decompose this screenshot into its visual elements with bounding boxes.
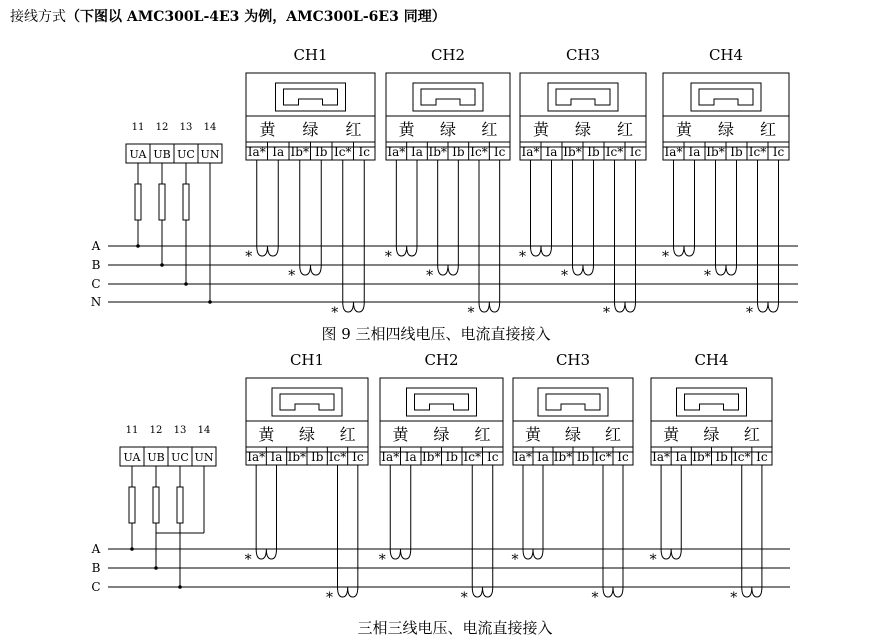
ct-terminal-5: Ic* [470, 145, 488, 159]
connector-frame [677, 388, 747, 416]
connector-frame [413, 83, 483, 111]
ct-coil [479, 302, 500, 312]
ct-terminal-2: Ia [675, 450, 688, 464]
color-label-1: 黄 [663, 425, 680, 444]
channel-4 [662, 46, 789, 321]
ct-terminal-5: Ic* [594, 450, 612, 464]
polarity-mark: * [662, 249, 669, 265]
voltage-pin-number-3: 13 [179, 122, 193, 133]
polarity-mark: * [603, 305, 610, 321]
fuse [135, 184, 141, 220]
line-label-c: C [91, 580, 101, 594]
ct-terminal-6: Ic [487, 450, 499, 464]
voltage-pin-number-2: 12 [149, 425, 163, 436]
ct-terminal-3: Ib* [563, 145, 582, 159]
polarity-mark: * [511, 552, 519, 568]
ct-terminal-6: Ic [772, 145, 785, 159]
fuse [153, 487, 159, 523]
channel-label: CH1 [293, 46, 328, 64]
polarity-mark: * [244, 552, 252, 568]
ct-terminal-4: Ib [445, 450, 458, 464]
ct-terminal-6: Ic [617, 450, 629, 464]
ct-coil [390, 549, 411, 559]
voltage-pin-number-4: 14 [197, 425, 211, 436]
ct-terminal-1: Ia* [247, 450, 266, 464]
ct-terminal-2: Ia [404, 450, 417, 464]
ct-coil [674, 246, 695, 256]
line-label-n: N [90, 295, 102, 309]
polarity-mark: * [288, 268, 296, 284]
ct-coil [300, 265, 322, 275]
color-label-3: 红 [743, 425, 760, 444]
connector-icon [699, 89, 753, 105]
connector-icon [280, 394, 334, 410]
channel-3 [519, 46, 646, 321]
junction-dot [130, 547, 134, 551]
connector-icon [284, 89, 338, 105]
color-label-3: 红 [481, 120, 498, 139]
color-label-1: 黄 [398, 120, 415, 139]
channel-1 [245, 46, 375, 321]
voltage-terminal-2: UB [153, 148, 171, 161]
polarity-mark: * [730, 590, 738, 606]
line-label-b: B [91, 258, 101, 272]
ct-terminal-5: Ic* [748, 145, 767, 159]
ct-terminal-3: Ib* [428, 145, 447, 159]
channel-2 [385, 46, 510, 321]
connector-icon [415, 394, 469, 410]
ct-terminal-4: Ib [452, 145, 465, 159]
color-label-1: 黄 [258, 425, 275, 444]
color-label-2: 绿 [717, 120, 735, 139]
ct-coil [661, 549, 681, 559]
ct-terminal-1: Ia* [514, 450, 532, 464]
figure-2-three-phase-three-wire [91, 351, 790, 637]
color-label-3: 红 [339, 425, 356, 444]
junction-dot [154, 566, 158, 570]
channel-label: CH2 [430, 46, 466, 64]
ct-coil [343, 302, 365, 312]
ct-terminal-1: Ia* [381, 450, 400, 464]
bus-lines [91, 239, 798, 309]
channel-label: CH4 [708, 46, 744, 64]
channel-label: CH3 [555, 351, 591, 369]
ct-terminal-6: Ic [493, 145, 506, 159]
junction-dot [178, 585, 182, 589]
color-label-2: 绿 [564, 425, 582, 444]
ct-terminal-1: Ia* [247, 145, 266, 159]
fuse [159, 184, 165, 220]
ct-terminal-3: Ib* [692, 450, 711, 464]
voltage-terminal-block [126, 122, 222, 304]
connector-icon [556, 89, 610, 105]
ct-terminal-4: Ib [587, 145, 600, 159]
polarity-mark: * [460, 590, 468, 606]
polarity-mark: * [384, 249, 392, 265]
figure-1-three-phase-four-wire [91, 46, 798, 343]
junction-dot [160, 263, 164, 267]
channel-label: CH4 [694, 351, 729, 369]
polarity-mark: * [519, 249, 526, 265]
ct-terminal-3: Ib* [553, 450, 573, 464]
ct-terminal-6: Ic [756, 450, 768, 464]
voltage-pin-number-2: 12 [155, 122, 169, 133]
voltage-terminal-3: UC [177, 148, 195, 161]
ct-terminal-1: Ia* [664, 145, 683, 159]
color-label-1: 黄 [524, 425, 542, 444]
connector-frame [548, 83, 618, 111]
ct-terminal-4: Ib [730, 145, 743, 159]
voltage-terminal-block [120, 425, 216, 589]
ct-terminal-4: Ib [310, 450, 324, 464]
ct-coil [573, 265, 594, 275]
voltage-terminal-1: UA [123, 451, 141, 464]
ct-coil [438, 265, 459, 275]
ct-terminal-2: Ia [688, 145, 701, 159]
ct-terminal-5: Ic* [733, 450, 751, 464]
color-label-1: 黄 [392, 425, 409, 444]
ct-terminal-5: Ic* [334, 145, 352, 159]
ct-terminal-6: Ic [352, 450, 364, 464]
ct-coil [742, 587, 762, 597]
line-label-a: A [91, 239, 101, 253]
color-label-1: 黄 [259, 120, 276, 139]
ct-terminal-3: Ib* [422, 450, 441, 464]
color-label-2: 绿 [439, 120, 457, 139]
channel-label: CH1 [289, 351, 325, 369]
line-label-c: C [91, 277, 101, 291]
color-label-2: 绿 [574, 120, 592, 139]
ct-terminal-4: Ib [576, 450, 590, 464]
polarity-mark: * [649, 552, 657, 568]
color-label-2: 绿 [433, 425, 450, 444]
junction-dot [208, 300, 212, 304]
polarity-mark: * [245, 249, 253, 265]
fuse [177, 487, 183, 523]
voltage-terminal-4: UN [200, 148, 220, 161]
color-label-3: 红 [759, 120, 777, 139]
line-label-b: B [91, 561, 101, 575]
ct-terminal-1: Ia* [387, 145, 406, 159]
color-label-1: 黄 [532, 120, 550, 139]
voltage-terminal-3: UC [171, 451, 189, 464]
connector-icon [546, 394, 600, 410]
ct-coil [531, 246, 552, 256]
ct-terminal-4: Ib [715, 450, 728, 464]
heading-prefix: 接线方式 [10, 9, 66, 25]
line-label-a: A [91, 542, 101, 556]
ct-coil [396, 246, 417, 256]
bus-lines [91, 542, 790, 594]
color-label-3: 红 [604, 425, 622, 444]
polarity-mark: * [591, 590, 599, 606]
figure-2-caption: 三相三线电压、电流直接接入 [357, 619, 553, 637]
polarity-mark: * [467, 305, 475, 321]
connector-frame [276, 83, 346, 111]
voltage-terminal-2: UB [147, 451, 165, 464]
ct-terminal-6: Ic [629, 145, 642, 159]
ct-terminal-3: Ib* [706, 145, 725, 159]
color-label-3: 红 [616, 120, 634, 139]
connector-frame [691, 83, 761, 111]
polarity-mark: * [561, 268, 568, 284]
heading-note: （下图以 AMC300L-4E3 为例，AMC300L-6E3 同理） [66, 9, 446, 25]
voltage-pin-number-1: 11 [125, 425, 139, 436]
ct-terminal-3: Ib* [290, 145, 309, 159]
ct-terminal-2: Ia [537, 450, 549, 464]
ct-terminal-3: Ib* [287, 450, 307, 464]
ct-terminal-5: Ic* [605, 145, 624, 159]
polarity-mark: * [746, 305, 753, 321]
ct-coil [338, 587, 358, 597]
ct-coil [257, 246, 279, 256]
connector-frame [272, 388, 342, 416]
ct-terminal-1: Ia* [652, 450, 671, 464]
polarity-mark: * [704, 268, 711, 284]
ct-coil [758, 302, 779, 312]
junction-dot [184, 282, 188, 286]
ct-terminal-6: Ic [358, 145, 370, 159]
color-label-1: 黄 [675, 120, 693, 139]
channel-label: CH2 [424, 351, 459, 369]
ct-terminal-2: Ia [270, 450, 283, 464]
junction-dot [136, 244, 140, 248]
color-label-2: 绿 [302, 120, 319, 139]
ct-terminal-1: Ia* [521, 145, 540, 159]
fuse [129, 487, 135, 523]
color-label-3: 红 [474, 425, 491, 444]
fuse [183, 184, 189, 220]
connector-frame [407, 388, 477, 416]
connector-icon [685, 394, 739, 410]
ct-coil [615, 302, 636, 312]
voltage-pin-number-3: 13 [173, 425, 187, 436]
voltage-pin-number-4: 14 [203, 122, 217, 133]
ct-coil [256, 549, 276, 559]
ct-coil [472, 587, 493, 597]
color-label-3: 红 [345, 120, 362, 139]
ct-terminal-5: Ic* [328, 450, 347, 464]
connector-frame [538, 388, 608, 416]
ct-terminal-2: Ia [411, 145, 423, 159]
color-label-2: 绿 [298, 425, 316, 444]
polarity-mark: * [426, 268, 434, 284]
polarity-mark: * [331, 305, 339, 321]
ct-coil [716, 265, 737, 275]
ct-terminal-2: Ia [272, 145, 285, 159]
voltage-terminal-1: UA [129, 148, 147, 161]
ct-terminal-4: Ib [315, 145, 328, 159]
ct-terminal-5: Ic* [463, 450, 481, 464]
channel-label: CH3 [565, 46, 601, 64]
color-label-2: 绿 [703, 425, 720, 444]
ct-coil [523, 549, 543, 559]
voltage-pin-number-1: 11 [131, 122, 145, 133]
figure-1-caption: 图 9 三相四线电压、电流直接接入 [321, 325, 551, 343]
voltage-terminal-4: UN [194, 451, 214, 464]
polarity-mark: * [326, 590, 333, 606]
polarity-mark: * [378, 552, 386, 568]
ct-coil [603, 587, 623, 597]
connector-icon [421, 89, 475, 105]
ct-terminal-2: Ia [545, 145, 558, 159]
